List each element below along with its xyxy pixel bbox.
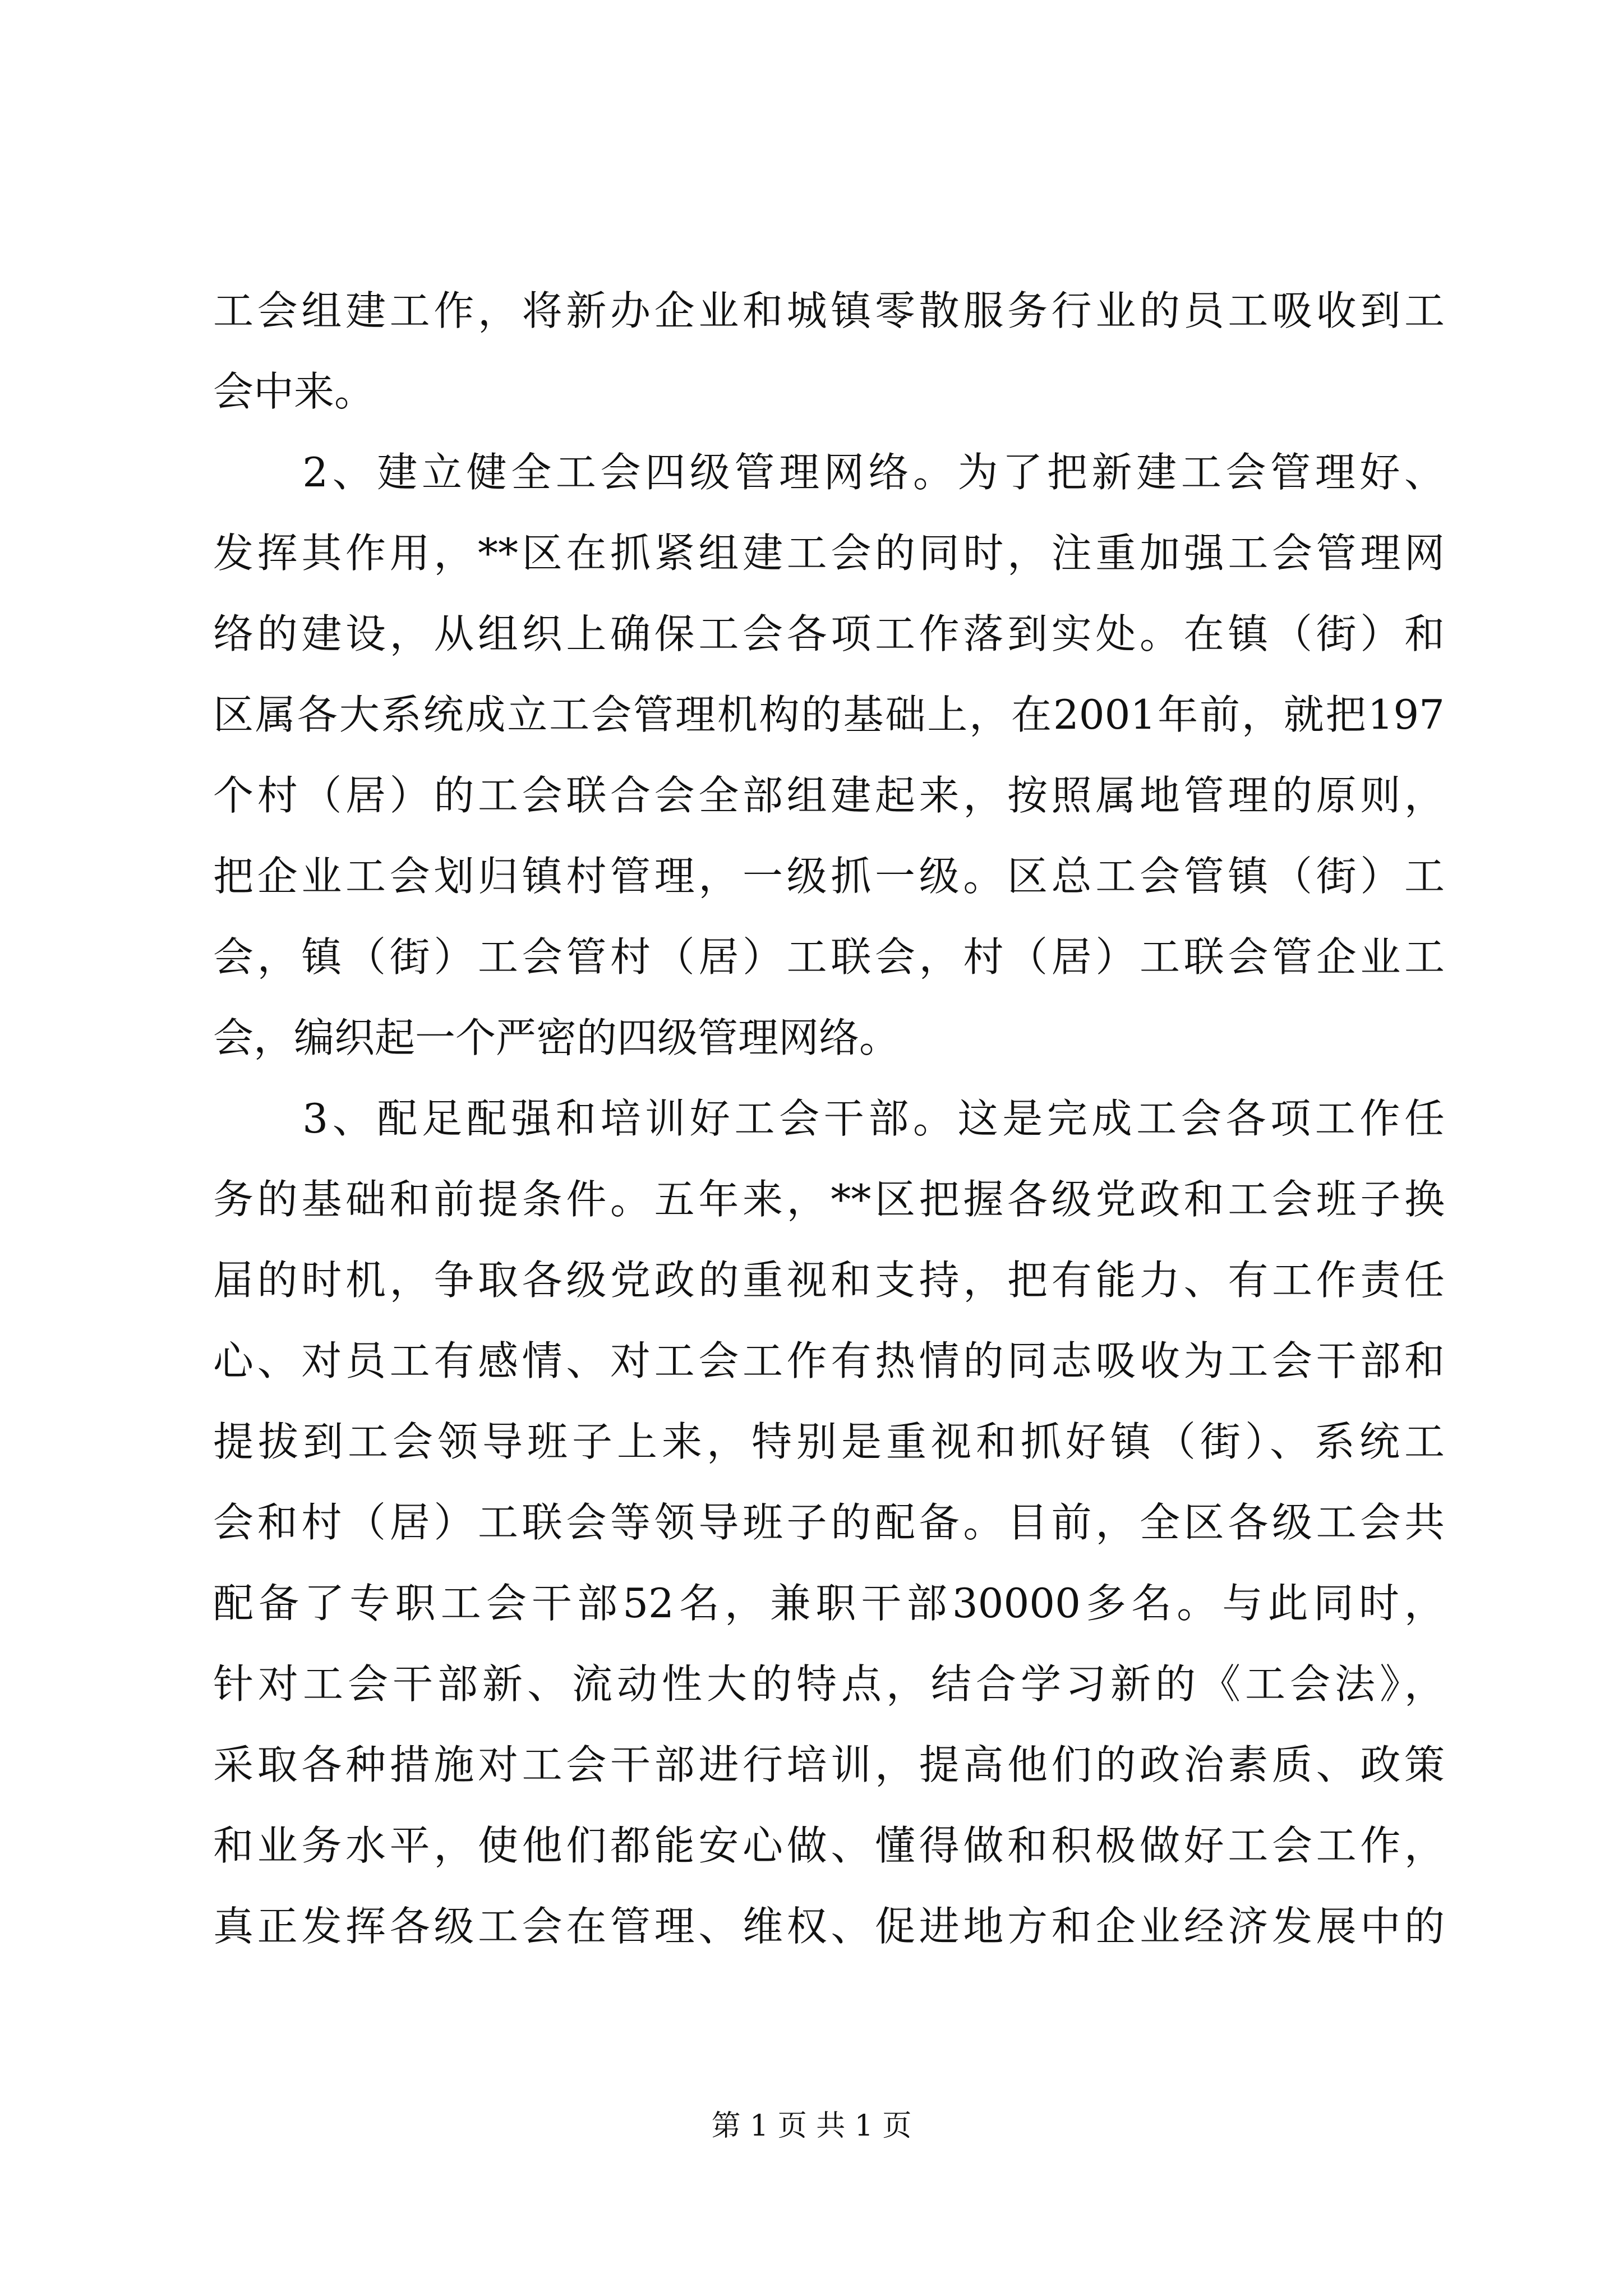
text-line: 会和村（居）工联会等领导班子的配备。目前，全区各级工会共 bbox=[213, 1499, 1445, 1546]
text-line: 络的建设，从组织上确保工会各项工作落到实处。在镇（街）和 bbox=[213, 610, 1445, 657]
text-line: 发挥其作用，**区在抓紧组建工会的同时，注重加强工会管理网 bbox=[213, 530, 1445, 577]
text-line: 和业务水平，使他们都能安心做、懂得做和积极做好工会工作， bbox=[213, 1822, 1445, 1869]
text-line: 采取各种措施对工会干部进行培训，提高他们的政治素质、政策 bbox=[213, 1741, 1445, 1788]
text-line: 会，编织起一个严密的四级管理网络。 bbox=[213, 1014, 900, 1061]
text-line: 会中来。 bbox=[213, 368, 375, 415]
text-line: 针对工会干部新、流动性大的特点，结合学习新的《工会法》， bbox=[213, 1660, 1445, 1708]
text-line: 心、对员工有感情、对工会工作有热情的同志吸收为工会干部和 bbox=[213, 1337, 1445, 1384]
page-footer bbox=[0, 2109, 1623, 2143]
text-line: 届的时机，争取各级党政的重视和支持，把有能力、有工作责任 bbox=[213, 1257, 1445, 1304]
text-line: 配备了专职工会干部52名，兼职干部30000多名。与此同时， bbox=[213, 1580, 1445, 1627]
text-line: 会，镇（街）工会管村（居）工联会，村（居）工联会管企业工 bbox=[213, 933, 1445, 981]
text-line: 把企业工会划归镇村管理，一级抓一级。区总工会管镇（街）工 bbox=[213, 853, 1445, 900]
text-line: 真正发挥各级工会在管理、维权、促进地方和企业经济发展中的 bbox=[213, 1903, 1445, 1950]
text-line: 个村（居）的工会联合会全部组建起来，按照属地管理的原则， bbox=[213, 772, 1445, 819]
text-line: 务的基础和前提条件。五年来，**区把握各级党政和工会班子换 bbox=[213, 1176, 1445, 1223]
text-line: 提拔到工会领导班子上来，特别是重视和抓好镇（街）、系统工 bbox=[213, 1418, 1445, 1465]
text-line: 2、建立健全工会四级管理网络。为了把新建工会管理好、 bbox=[213, 449, 1445, 496]
text-line: 工会组建工作，将新办企业和城镇零散服务行业的员工吸收到工 bbox=[213, 287, 1445, 334]
page-number-label: 第 1 页 共 1 页 bbox=[711, 2109, 912, 2143]
text-line: 区属各大系统成立工会管理机构的基础上，在2001年前，就把197 bbox=[213, 691, 1445, 738]
body-text bbox=[213, 270, 1445, 1967]
text-line: 3、配足配强和培训好工会干部。这是完成工会各项工作任 bbox=[213, 1095, 1445, 1142]
